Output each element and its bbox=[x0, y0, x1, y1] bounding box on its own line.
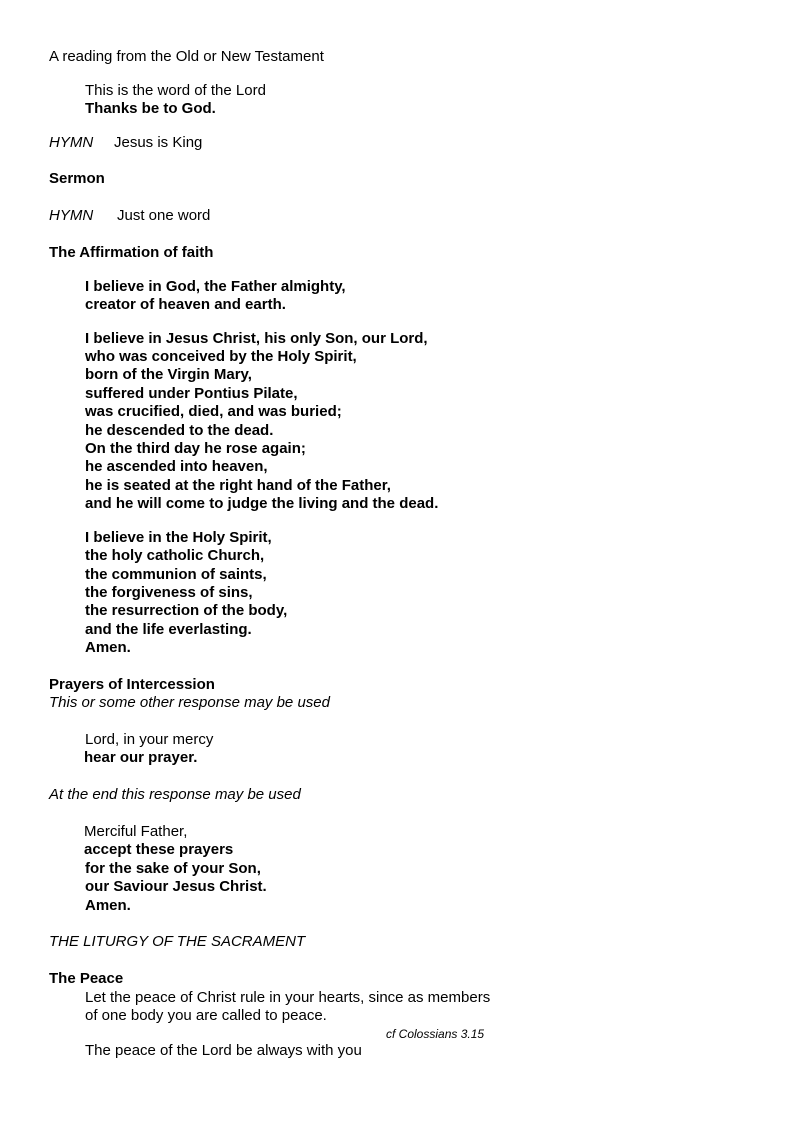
final-response-line: Amen. bbox=[85, 897, 131, 914]
creed-line: the resurrection of the body, bbox=[85, 602, 288, 619]
final-versicle: Merciful Father, bbox=[84, 823, 188, 840]
final-response-line: our Saviour Jesus Christ. bbox=[85, 878, 267, 895]
creed-line: creator of heaven and earth. bbox=[85, 296, 286, 313]
creed-line: I believe in Jesus Christ, his only Son, our Lord, bbox=[85, 330, 428, 347]
creed-line: On the third day he rose again; bbox=[85, 440, 306, 457]
affirmation-heading: The Affirmation of faith bbox=[49, 244, 214, 261]
hymn-1-label: HYMN bbox=[49, 134, 94, 151]
final-response-line: accept these prayers bbox=[84, 841, 234, 858]
hymn-2-title: Just one word bbox=[117, 207, 211, 224]
creed-line: he descended to the dead. bbox=[85, 422, 274, 439]
final-response-line: for the sake of your Son, bbox=[85, 860, 261, 877]
creed-line: the holy catholic Church, bbox=[85, 547, 265, 564]
creed-line: and he will come to judge the living and the dead. bbox=[85, 495, 439, 512]
creed-line: born of the Virgin Mary, bbox=[85, 366, 252, 383]
creed-line: Amen. bbox=[85, 639, 131, 656]
creed-line: the communion of saints, bbox=[85, 566, 267, 583]
creed-line: and the life everlasting. bbox=[85, 621, 252, 638]
intercession-versicle: Lord, in your mercy bbox=[85, 731, 214, 748]
peace-greeting: The peace of the Lord be always with you bbox=[85, 1042, 362, 1059]
sermon-heading: Sermon bbox=[49, 170, 105, 187]
intercession-response: hear our prayer. bbox=[84, 749, 198, 766]
creed-line: who was conceived by the Holy Spirit, bbox=[85, 348, 357, 365]
reading-intro: A reading from the Old or New Testament bbox=[49, 48, 324, 65]
intercession-rubric: This or some other response may be used bbox=[49, 694, 330, 711]
creed-line: suffered under Pontius Pilate, bbox=[85, 385, 298, 402]
peace-citation: cf Colossians 3.15 bbox=[386, 1027, 485, 1041]
creed-line: he is seated at the right hand of the Father, bbox=[85, 477, 391, 494]
creed-line: I believe in God, the Father almighty, bbox=[85, 278, 346, 295]
creed-line: was crucified, died, and was buried; bbox=[85, 403, 342, 420]
intercession-rubric-end: At the end this response may be used bbox=[49, 786, 301, 803]
hymn-2-label: HYMN bbox=[49, 207, 94, 224]
peace-heading: The Peace bbox=[49, 970, 124, 987]
peace-text-line: of one body you are called to peace. bbox=[85, 1007, 327, 1024]
creed-line: the forgiveness of sins, bbox=[85, 584, 253, 601]
reading-versicle: This is the word of the Lord bbox=[85, 82, 266, 99]
creed-line: he ascended into heaven, bbox=[85, 458, 268, 475]
reading-response: Thanks be to God. bbox=[85, 100, 216, 117]
peace-text-line: Let the peace of Christ rule in your hearts, since as members bbox=[85, 989, 491, 1006]
sacrament-heading: THE LITURGY OF THE SACRAMENT bbox=[49, 933, 306, 950]
intercession-heading: Prayers of Intercession bbox=[49, 676, 215, 693]
hymn-1-title: Jesus is King bbox=[114, 134, 203, 151]
creed-line: I believe in the Holy Spirit, bbox=[85, 529, 272, 546]
